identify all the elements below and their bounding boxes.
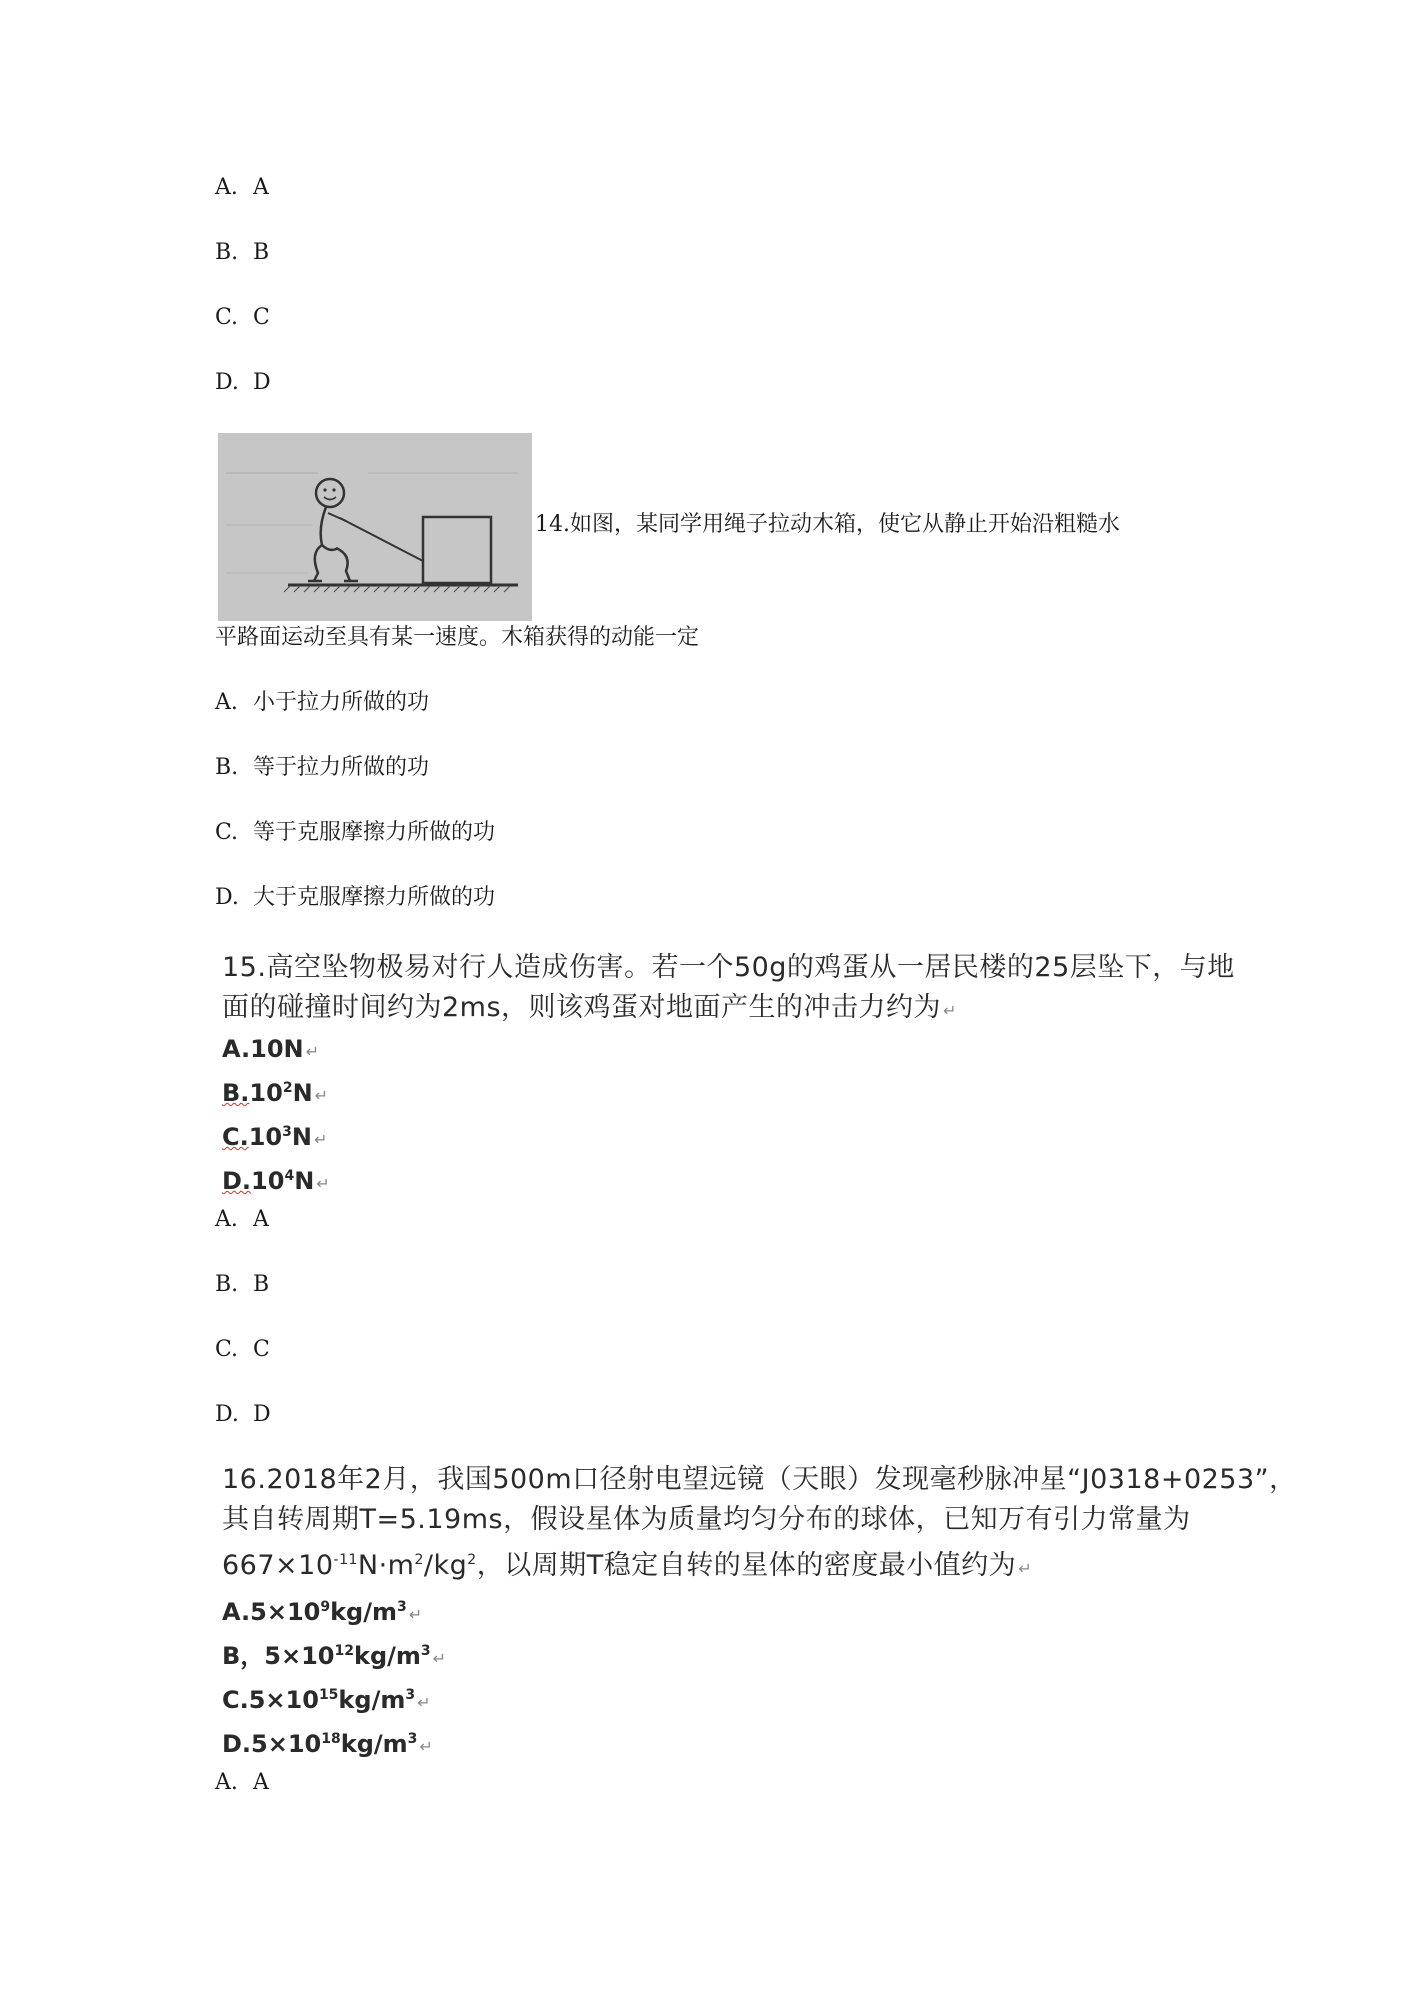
- q16-answer-a: A. A: [215, 1770, 269, 1795]
- q16-stem-line2: 其自转周期T=5.19ms，假设星体为质量均匀分布的球体，已知万有引力常量为: [222, 1504, 1191, 1535]
- q15-choice-c: $C.10^3N$ ↵: [222, 1123, 328, 1151]
- q16-stem-line1: 16.2018年2月，我国500m口径射电望远镜（天眼）发现毫秒脉冲星“J0318+0253”，: [222, 1464, 1297, 1495]
- q14-option-a: A. 小于拉力所做的功: [215, 690, 430, 715]
- q15-question-block: [222, 948, 1235, 1202]
- q15-choice-b: $B.10^2N$ ↵: [222, 1079, 329, 1107]
- q16-choice-d: $D.5\times 10^{18}kg/m^3$ ↵: [222, 1730, 433, 1758]
- q14-option-d: D. 大于克服摩擦力所做的功: [215, 885, 496, 910]
- q15-answer-a: A. A: [215, 1207, 269, 1232]
- q15-choice-a: A.10N ↵: [222, 1035, 320, 1063]
- q15-stem-line1: 15.高空坠物极易对行人造成伤害。若一个50g的鸡蛋从一居民楼的25层坠下，与地: [222, 952, 1235, 983]
- option-d: D. D: [215, 370, 271, 395]
- q15-answer-c: C. C: [215, 1337, 270, 1362]
- q15-answer-d: D. D: [215, 1402, 271, 1427]
- q14-figure-image: [218, 433, 532, 621]
- q15-answer-b: B. B: [215, 1272, 270, 1297]
- q14-stem-line1: 14.如图，某同学用绳子拉动木箱，使它从静止开始沿粗糙水: [535, 512, 1120, 537]
- q15-stem-line2: 面的碰撞时间约为2ms，则该鸡蛋对地面产生的冲击力约为 ↵: [222, 992, 957, 1023]
- q14-option-b: B. 等于拉力所做的功: [215, 755, 430, 780]
- q15-choice-d: $D.10^4N$ ↵: [222, 1167, 330, 1195]
- option-a: A. A: [215, 175, 269, 200]
- q16-stem-line3: $667\times 10^{-11}N\cdot m^2/kg^2$，以周期T稳定自转的星体的密度最小值约为 ↵: [222, 1550, 1033, 1581]
- q16-choice-a: $A.5\times 10^9kg/m^3$ ↵: [222, 1598, 423, 1626]
- person-pulling-box-illustration: [218, 433, 532, 621]
- option-c: C. C: [215, 305, 270, 330]
- option-b: B. B: [215, 240, 270, 265]
- q14-stem-line2: 平路面运动至具有某一速度。木箱获得的动能一定: [215, 625, 700, 650]
- q16-choice-c: $C.5\times 10^{15}kg/m^3$ ↵: [222, 1686, 431, 1714]
- q16-choice-b: B，$5\times 10^{12}kg/m^3$ ↵: [222, 1642, 447, 1670]
- q14-option-c: C. 等于克服摩擦力所做的功: [215, 820, 496, 845]
- q16-question-block: [222, 1460, 1297, 1765]
